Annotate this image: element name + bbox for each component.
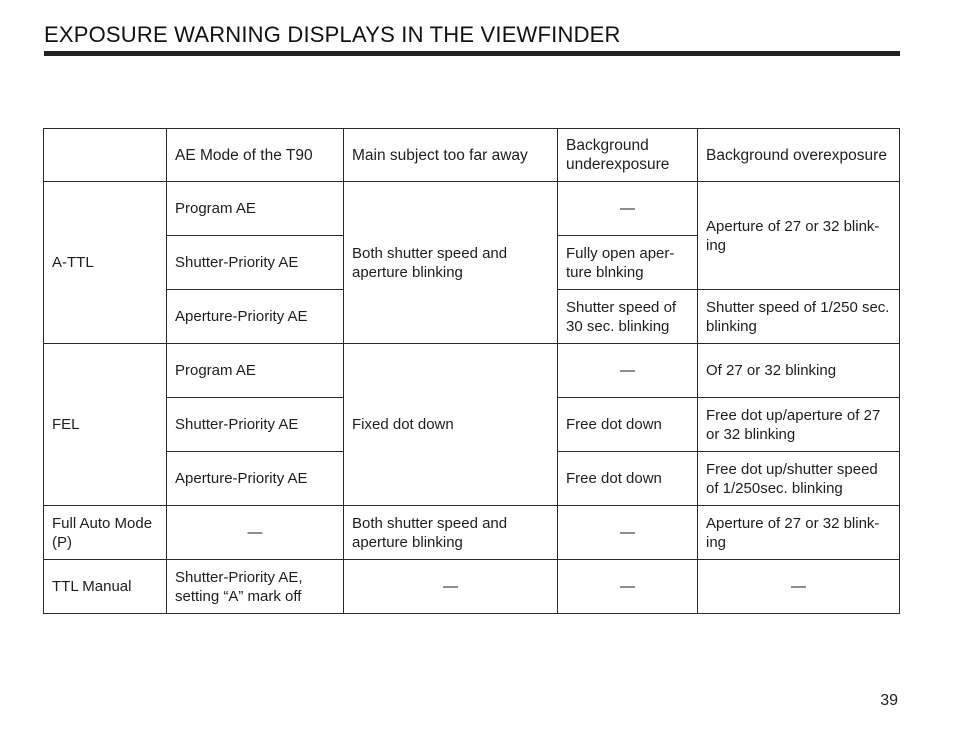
- table-row: [44, 344, 900, 398]
- group-label-attl: A-TTL: [44, 182, 167, 344]
- fel-mode-aperture: Aperture-Priority AE: [167, 452, 344, 506]
- fel-mode-shutter: Shutter-Priority AE: [167, 398, 344, 452]
- attl-under-program: —: [558, 182, 698, 236]
- header-bg-overexposure: Background overexposure: [698, 129, 900, 182]
- fel-subject-far: Fixed dot down: [344, 344, 558, 506]
- attl-subject-far: Both shutter speed and aperture blinking: [344, 182, 558, 344]
- fel-mode-program: Program AE: [167, 344, 344, 398]
- fel-over-aperture: Free dot up/shutter speed of 1/250sec. blinking: [698, 452, 900, 506]
- group-label-full-auto: Full Auto Mode (P): [44, 506, 167, 560]
- attl-mode-shutter: Shutter-Priority AE: [167, 236, 344, 290]
- fel-over-program: Of 27 or 32 blinking: [698, 344, 900, 398]
- ttl-manual-subject-far: —: [344, 560, 558, 614]
- fel-under-aperture: Free dot down: [558, 452, 698, 506]
- header-blank-cell: [44, 129, 167, 182]
- table-row: [44, 506, 900, 560]
- header-subject-far: Main subject too far away: [344, 129, 558, 182]
- group-label-fel: FEL: [44, 344, 167, 506]
- exposure-warning-table: [43, 128, 900, 614]
- attl-over-aperture: Shutter speed of 1/250 sec. blinking: [698, 290, 900, 344]
- ttl-manual-over: —: [698, 560, 900, 614]
- full-auto-subject-far: Both shutter speed and aperture blinking: [344, 506, 558, 560]
- header-row: [44, 129, 900, 182]
- table-row: [44, 182, 900, 236]
- page-title: EXPOSURE WARNING DISPLAYS IN THE VIEWFINDER: [44, 22, 621, 47]
- ttl-manual-under: —: [558, 560, 698, 614]
- header-ae-mode: AE Mode of the T90: [167, 129, 344, 182]
- attl-mode-aperture: Aperture-Priority AE: [167, 290, 344, 344]
- full-auto-mode: —: [167, 506, 344, 560]
- attl-under-aperture: Shutter speed of 30 sec. blinking: [558, 290, 698, 344]
- header-bg-underexposure: Background underexposure: [558, 129, 698, 182]
- table-row: [44, 560, 900, 614]
- ttl-manual-mode: Shutter-Priority AE, setting “A” mark off: [167, 560, 344, 614]
- group-label-ttl-manual: TTL Manual: [44, 560, 167, 614]
- attl-over-merged: Aperture of 27 or 32 blink-ing: [698, 182, 900, 290]
- full-auto-under: —: [558, 506, 698, 560]
- full-auto-over: Aperture of 27 or 32 blink-ing: [698, 506, 900, 560]
- fel-under-shutter: Free dot down: [558, 398, 698, 452]
- page-number: 39: [880, 692, 898, 709]
- fel-over-shutter: Free dot up/aperture of 27 or 32 blinking: [698, 398, 900, 452]
- title-rule: [44, 51, 900, 56]
- attl-mode-program: Program AE: [167, 182, 344, 236]
- fel-under-program: —: [558, 344, 698, 398]
- attl-under-shutter: Fully open aper-ture blnking: [558, 236, 698, 290]
